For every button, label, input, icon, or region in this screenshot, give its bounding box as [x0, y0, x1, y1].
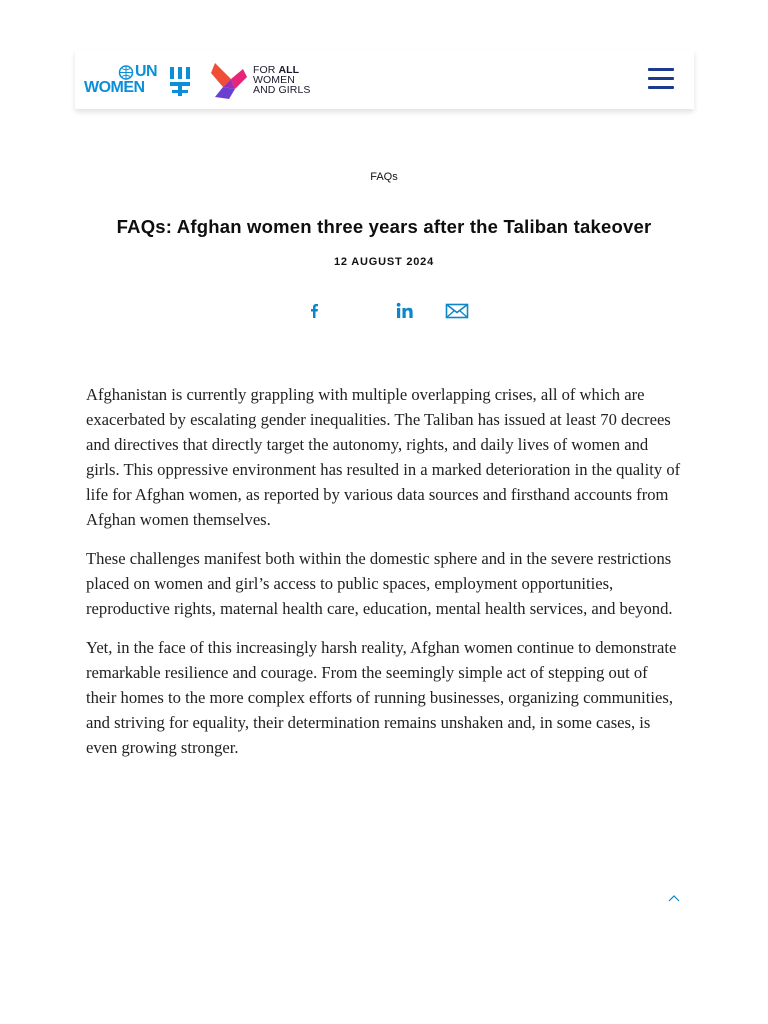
campaign-girls: AND GIRLS — [253, 84, 311, 96]
article-paragraph: Yet, in the face of this increasingly harsh reality, Afghan women continue to demonstrate remarkable resilience and courage. From the seemingly simple act of stepping out of their homes to the more complex efforts of running businesses, organizing communities, and striving for equality, their determination remains unshaken and, in some cases, is even growing stronger. — [86, 638, 677, 757]
for-all-women-logo[interactable] — [209, 59, 321, 103]
women-symbol-icon — [168, 65, 194, 97]
facebook-icon[interactable] — [308, 299, 320, 323]
logo-women-text: WOMEN — [84, 79, 145, 96]
un-women-logo[interactable] — [84, 64, 196, 98]
for-all-mark-icon — [209, 59, 249, 103]
logo-un-text: UN — [135, 63, 158, 80]
article-category[interactable]: FAQs — [370, 171, 398, 183]
article-paragraph: These challenges manifest both within the domestic sphere and in the severe restrictions placed on women and girl’s access to public spaces, employment opportunities, reproductive rights, maternal health care, education, mental health services, and beyond. — [86, 548, 673, 618]
article-paragraph: Afghanistan is currently grappling with multiple overlapping crises, all of which are exacerbated by escalating gender inequalities. The Taliban has issued at least 70 decrees and directives that directly target the autonomy, rights, and daily lives of women and girls. This oppressive environment has resulted in a marked deterioration in the quality of life for Afghan women, as reported by various data sources and firsthand accounts from Afghan women themselves. — [86, 385, 681, 529]
campaign-for: FOR — [253, 64, 279, 76]
campaign-all: ALL — [278, 64, 300, 76]
campaign-text — [253, 65, 311, 95]
email-icon[interactable] — [445, 299, 469, 323]
page-title: FAQs: Afghan women three years after the Taliban takeover — [116, 216, 652, 237]
chevron-up-icon[interactable] — [664, 889, 684, 907]
hamburger-menu-icon[interactable] — [648, 67, 674, 91]
article-body — [86, 383, 682, 775]
site-header — [75, 50, 694, 109]
linkedin-icon[interactable] — [395, 299, 415, 323]
campaign-women: WOMEN — [253, 74, 295, 86]
article-date: 12 AUGUST 2024 — [333, 256, 435, 268]
un-emblem-icon — [118, 65, 134, 80]
